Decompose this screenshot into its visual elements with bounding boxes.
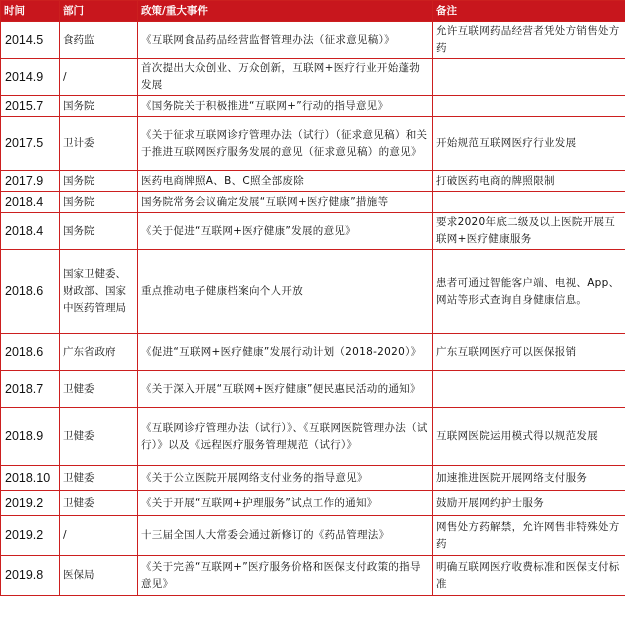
- table-row: [1, 59, 625, 96]
- cell-dept: 广东省政府: [60, 334, 138, 371]
- table-row: [1, 466, 625, 491]
- header-note: 备注: [433, 1, 625, 22]
- cell-event: 《关于公立医院开展网络支付业务的指导意见》: [138, 466, 433, 491]
- cell-dept: 医保局: [60, 556, 138, 596]
- cell-time: 2018.4: [1, 213, 60, 250]
- cell-event: 医药电商牌照A、B、C照全部废除: [138, 171, 433, 192]
- table-row: [1, 250, 625, 334]
- header-time: 时间: [1, 1, 60, 22]
- cell-event: 《关于深入开展“互联网+医疗健康”便民惠民活动的通知》: [138, 371, 433, 408]
- cell-dept: 国务院: [60, 171, 138, 192]
- cell-time: 2018.10: [1, 466, 60, 491]
- cell-note: 明确互联网医疗收费标准和医保支付标准: [433, 556, 625, 596]
- cell-note: [433, 96, 625, 117]
- cell-event: 《关于征求互联网诊疗管理办法（试行）（征求意见稿）和关于推进互联网医疗服务发展的意见（征求意见稿）的意见》: [138, 117, 433, 171]
- cell-dept: 卫健委: [60, 371, 138, 408]
- cell-dept: 卫计委: [60, 117, 138, 171]
- cell-note: [433, 192, 625, 213]
- cell-time: 2015.7: [1, 96, 60, 117]
- cell-dept: /: [60, 516, 138, 556]
- cell-event: 《促进“互联网+医疗健康”发展行动计划（2018-2020）》: [138, 334, 433, 371]
- cell-time: 2018.7: [1, 371, 60, 408]
- cell-dept: 国家卫健委、财政部、国家中医药管理局: [60, 250, 138, 334]
- cell-dept: 食药监: [60, 22, 138, 59]
- header-event: 政策/重大事件: [138, 1, 433, 22]
- header-dept: 部门: [60, 1, 138, 22]
- table-row: [1, 192, 625, 213]
- cell-event: 《互联网食品药品经营监督管理办法（征求意见稿）》: [138, 22, 433, 59]
- table-row: [1, 334, 625, 371]
- table-row: [1, 213, 625, 250]
- cell-time: 2018.4: [1, 192, 60, 213]
- cell-note: 鼓励开展网约护士服务: [433, 491, 625, 516]
- cell-dept: 国务院: [60, 213, 138, 250]
- cell-time: 2018.9: [1, 408, 60, 466]
- cell-event: 十三届全国人大常委会通过新修订的《药品管理法》: [138, 516, 433, 556]
- cell-dept: 国务院: [60, 192, 138, 213]
- cell-note: 打破医药电商的牌照限制: [433, 171, 625, 192]
- cell-dept: 卫健委: [60, 466, 138, 491]
- cell-time: 2017.9: [1, 171, 60, 192]
- table-row: [1, 22, 625, 59]
- cell-time: 2019.8: [1, 556, 60, 596]
- cell-note: 患者可通过智能客户端、电视、App、网站等形式查询自身健康信息。: [433, 250, 625, 334]
- table-row: [1, 408, 625, 466]
- cell-event: 《关于促进“互联网+医疗健康”发展的意见》: [138, 213, 433, 250]
- table-row: [1, 117, 625, 171]
- cell-dept: 卫健委: [60, 491, 138, 516]
- cell-event: 《关于开展“互联网+护理服务”试点工作的通知》: [138, 491, 433, 516]
- cell-event: 国务院常务会议确定发展“互联网+医疗健康”措施等: [138, 192, 433, 213]
- cell-note: 互联网医院运用模式得以规范发展: [433, 408, 625, 466]
- cell-event: 重点推动电子健康档案向个人开放: [138, 250, 433, 334]
- cell-event: 《国务院关于积极推进“互联网+”行动的指导意见》: [138, 96, 433, 117]
- cell-note: 开始规范互联网医疗行业发展: [433, 117, 625, 171]
- cell-dept: 卫健委: [60, 408, 138, 466]
- cell-note: 要求2020年底二级及以上医院开展互联网+医疗健康服务: [433, 213, 625, 250]
- cell-time: 2018.6: [1, 250, 60, 334]
- cell-note: 广东互联网医疗可以医保报销: [433, 334, 625, 371]
- cell-time: 2019.2: [1, 491, 60, 516]
- cell-dept: 国务院: [60, 96, 138, 117]
- cell-time: 2019.2: [1, 516, 60, 556]
- cell-time: 2017.5: [1, 117, 60, 171]
- cell-event: 首次提出大众创业、万众创新，互联网+医疗行业开始蓬勃发展: [138, 59, 433, 96]
- cell-event: 《互联网诊疗管理办法（试行）》、《互联网医院管理办法（试行）》以及《远程医疗服务管理规范（试行）》: [138, 408, 433, 466]
- cell-note: [433, 59, 625, 96]
- table-row: [1, 491, 625, 516]
- cell-dept: /: [60, 59, 138, 96]
- table-row: [1, 171, 625, 192]
- cell-note: [433, 371, 625, 408]
- table-row: [1, 371, 625, 408]
- cell-note: 允许互联网药品经营者凭处方销售处方药: [433, 22, 625, 59]
- cell-note: 网售处方药解禁，允许网售非特殊处方药: [433, 516, 625, 556]
- table-row: [1, 556, 625, 596]
- cell-time: 2014.9: [1, 59, 60, 96]
- cell-note: 加速推进医院开展网络支付服务: [433, 466, 625, 491]
- table-row: [1, 516, 625, 556]
- table-row: [1, 96, 625, 117]
- cell-time: 2018.6: [1, 334, 60, 371]
- cell-time: 2014.5: [1, 22, 60, 59]
- header-row: [1, 1, 625, 22]
- cell-event: 《关于完善“互联网+”医疗服务价格和医保支付政策的指导意见》: [138, 556, 433, 596]
